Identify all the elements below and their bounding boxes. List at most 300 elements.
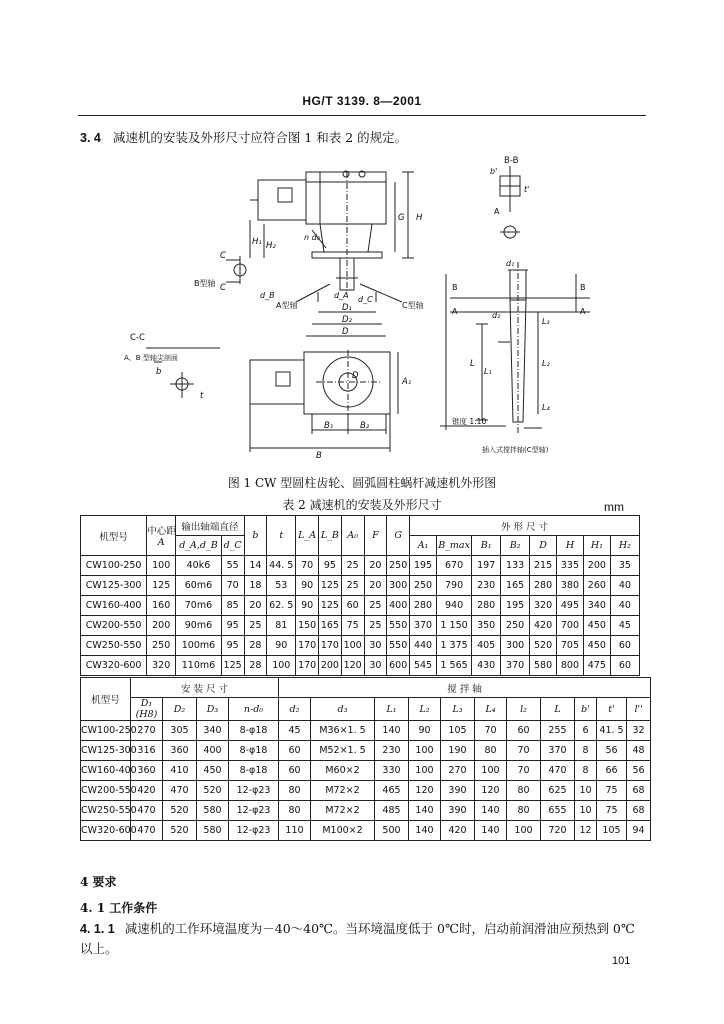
t2-cell: 400 (197, 741, 229, 761)
t2-cell: 520 (197, 781, 229, 801)
t1-cell: 95 (319, 556, 342, 576)
t2-header-install: 安 装 尺 寸 (131, 678, 279, 698)
shaft-dim-d1: d₁ (506, 259, 515, 268)
paragraph-4-1-1 (80, 919, 640, 958)
t2-cell: 60 (279, 741, 311, 761)
t1-header-t: t (267, 516, 296, 556)
t2-cell: 75 (597, 801, 627, 821)
dim-h1: H₁ (252, 237, 262, 247)
t1-header-center-symbol: A (157, 537, 165, 548)
t2-cell: 390 (441, 781, 475, 801)
t1-header-g: G (387, 516, 410, 556)
t1-cell: 25 (364, 596, 387, 616)
t2-model-cell: CW200-550 (81, 781, 131, 801)
t2-cell: 270 (441, 761, 475, 781)
t1-cell: 340 (583, 596, 610, 616)
t1-cell: 45 (610, 616, 639, 636)
t2-header-bp: b' (575, 698, 597, 721)
t2-cell: 340 (197, 721, 229, 741)
t1-row (81, 636, 640, 656)
t2-cell: 6 (575, 721, 597, 741)
shaft-dim-l4: L₄ (542, 403, 550, 412)
t1-cell: 550 (387, 616, 410, 636)
t1-header-h1: H₁ (583, 536, 610, 556)
t1-cell: 580 (530, 656, 557, 676)
t2-cell: 12-φ23 (229, 821, 279, 841)
dim-h2: H₂ (266, 241, 276, 251)
t1-header-dadb: d_A,d_B (176, 536, 222, 556)
t1-header-f: F (364, 516, 387, 556)
t2-cell: 140 (409, 821, 441, 841)
shaft-b-left: B (452, 283, 458, 292)
t2-cell: M72×2 (311, 801, 375, 821)
t1-cell: 30 (364, 656, 387, 676)
shaft-a-left: A (452, 307, 458, 316)
t2-cell: 520 (163, 801, 197, 821)
b-shaft-label: B型轴 (194, 279, 216, 288)
t2-cell: 120 (475, 781, 507, 801)
t1-model-cell: CW200-550 (81, 616, 147, 636)
t2-header-tp: t' (597, 698, 627, 721)
t1-cell: 120 (341, 656, 364, 676)
t1-cell: 81 (267, 616, 296, 636)
t2-model-cell: CW125-300 (81, 741, 131, 761)
t2-cell: 8-φ18 (229, 741, 279, 761)
t1-header-h2: H₂ (610, 536, 639, 556)
t2-cell: 56 (627, 761, 651, 781)
t1-cell: 260 (583, 576, 610, 596)
t2-header-nd0: n-d₀ (229, 698, 279, 721)
t2-cell: 420 (131, 781, 163, 801)
t1-cell: 30 (364, 636, 387, 656)
plan-dim-b: B (316, 451, 322, 461)
t1-cell: 215 (530, 556, 557, 576)
t1-cell: 1 565 (436, 656, 471, 676)
shaft-a-right: A (580, 307, 586, 316)
t2-cell: 500 (375, 821, 409, 841)
t2-header-d1-label: D₁ (140, 698, 153, 709)
t2-cell: 12-φ23 (229, 781, 279, 801)
t2-cell: 45 (279, 721, 311, 741)
taper-label: 锥度 1:10 (452, 417, 487, 426)
reducer-body (306, 172, 386, 224)
clause-3-4 (80, 128, 407, 146)
bb-section-a: A (494, 207, 500, 216)
clause-text: 减速机的安装及外形尺寸应符合图 1 和表 2 的规定。 (112, 130, 408, 145)
t2-header-d1-tolerance: (H8) (135, 709, 158, 720)
t1-cell: 62. 5 (267, 596, 296, 616)
t2-cell: 80 (507, 781, 541, 801)
motor-body (258, 180, 306, 220)
paragraph-4-1-1-text: 减速机的工作环境温度为－40～40℃。当环境温度低于 0℃时，启动前润滑油应预热到 0℃以上。 (80, 921, 635, 956)
t2-cell: 100 (409, 741, 441, 761)
cc-dim-t: t (200, 391, 204, 401)
t2-cell: 68 (627, 801, 651, 821)
t2-cell: 580 (197, 801, 229, 821)
t1-row (81, 596, 640, 616)
t1-header-outline: 外 形 尺 寸 (410, 516, 640, 536)
shaft-dim-l1: L₁ (484, 367, 492, 376)
side-elevation-view (146, 171, 414, 398)
t2-cell: 70 (507, 761, 541, 781)
t1-cell: 200 (583, 556, 610, 576)
t1-cell: 320 (147, 656, 176, 676)
t1-cell: 40 (610, 576, 639, 596)
t1-header-a0: A₀ (341, 516, 364, 556)
t1-cell: 55 (221, 556, 244, 576)
t1-header-b: b (244, 516, 267, 556)
t1-cell: 125 (319, 596, 342, 616)
t1-cell: 165 (501, 576, 530, 596)
t1-header-center (147, 516, 176, 556)
t1-cell: 125 (147, 576, 176, 596)
t2-cell: 48 (627, 741, 651, 761)
t2-cell: 10 (575, 801, 597, 821)
t2-cell: 625 (541, 781, 575, 801)
dim-db: d_B (260, 291, 275, 300)
t2-model-cell: CW100-250 (81, 721, 131, 741)
t2-cell: 10 (575, 781, 597, 801)
t1-model-cell: CW160-400 (81, 596, 147, 616)
t1-cell: 100 (341, 636, 364, 656)
t2-cell: 100 (475, 761, 507, 781)
plan-dim-a1: A₁ (402, 377, 412, 387)
t2-cell: 80 (279, 801, 311, 821)
t2-cell: 8-φ18 (229, 721, 279, 741)
t2-cell: 270 (131, 721, 163, 741)
t1-cell: 125 (221, 656, 244, 676)
dim-d2: D₂ (342, 315, 352, 325)
t1-header-dc: d_C (221, 536, 244, 556)
t1-cell: 1 150 (436, 616, 471, 636)
t1-cell: 133 (501, 556, 530, 576)
t1-cell: 705 (557, 636, 584, 656)
t2-model-cell: CW250-550 (81, 801, 131, 821)
dim-d1: D₁ (342, 303, 352, 313)
t1-cell: 335 (557, 556, 584, 576)
t2-cell: 390 (441, 801, 475, 821)
t2-row (81, 801, 651, 821)
t1-row (81, 616, 640, 636)
t2-cell: M100×2 (311, 821, 375, 841)
t1-cell: 550 (387, 636, 410, 656)
t2-row (81, 761, 651, 781)
t1-cell: 300 (387, 576, 410, 596)
t2-header-l4: L₄ (475, 698, 507, 721)
t2-body (81, 721, 651, 841)
t1-cell: 380 (557, 576, 584, 596)
t2-header-l1: L₁ (375, 698, 409, 721)
dim-d3: D (342, 327, 349, 337)
table-title: 表 2 减速机的安装及外形尺寸 (282, 498, 442, 512)
t1-cell: 600 (387, 656, 410, 676)
t2-header-d3: D₃ (197, 698, 229, 721)
t1-cell: 475 (583, 656, 610, 676)
t1-cell: 25 (341, 556, 364, 576)
t1-header-b2: B₂ (501, 536, 530, 556)
t1-cell: 60m6 (176, 576, 222, 596)
t2-cell: 580 (197, 821, 229, 841)
t1-cell: 28 (244, 636, 267, 656)
plan-dim-d: D (352, 371, 359, 381)
t2-header-model: 机型号 (81, 678, 131, 721)
t1-cell: 53 (267, 576, 296, 596)
a-shaft-label: A型轴 (276, 301, 298, 310)
t1-cell: 90 (296, 576, 319, 596)
t2-cell: 100 (507, 821, 541, 841)
t1-cell: 350 (472, 616, 501, 636)
t1-cell: 100m6 (176, 636, 222, 656)
t1-body (81, 556, 640, 676)
t1-cell: 400 (387, 596, 410, 616)
t1-cell: 197 (472, 556, 501, 576)
t2-cell: 12-φ23 (229, 801, 279, 821)
t1-cell: 28 (244, 656, 267, 676)
t2-cell: 140 (375, 721, 409, 741)
t1-cell: 35 (610, 556, 639, 576)
t2-header-d2s: d₂ (279, 698, 311, 721)
t1-model-cell: CW320-600 (81, 656, 147, 676)
t1-header-d: D (530, 536, 557, 556)
t2-cell: 8 (575, 741, 597, 761)
t2-cell: 70 (507, 741, 541, 761)
t2-row (81, 721, 651, 741)
t2-cell: 330 (375, 761, 409, 781)
dim-nd0: n d₀ (304, 233, 320, 242)
t2-row (81, 821, 651, 841)
t1-row (81, 656, 640, 676)
t2-model-cell: CW160-400 (81, 761, 131, 781)
figure-caption: 图 1 CW 型圆柱齿轮、圆弧圆柱蜗杆减速机外形图 (227, 476, 497, 490)
t2-cell: 655 (541, 801, 575, 821)
t1-cell: 450 (583, 616, 610, 636)
shaft-dim-l3: L₃ (542, 317, 550, 326)
t2-header-l5: l₂ (507, 698, 541, 721)
t1-cell: 150 (296, 616, 319, 636)
t2-cell: 140 (409, 801, 441, 821)
t2-cell: 80 (279, 781, 311, 801)
t1-cell: 300 (501, 636, 530, 656)
t2-cell: 105 (441, 721, 475, 741)
t2-cell: 450 (197, 761, 229, 781)
clause-number: 3. 4 (80, 131, 101, 145)
t2-cell: 360 (163, 741, 197, 761)
t2-cell: 470 (131, 801, 163, 821)
t2-cell: 8 (575, 761, 597, 781)
t2-cell: 316 (131, 741, 163, 761)
t2-cell: 470 (163, 781, 197, 801)
t1-cell: 495 (557, 596, 584, 616)
t1-cell: 85 (221, 596, 244, 616)
t1-cell: 90 (267, 636, 296, 656)
t2-header-l2: L₂ (409, 698, 441, 721)
shaft-dim-l2: L₂ (542, 359, 550, 368)
t2-header-d3s: d₃ (311, 698, 375, 721)
t2-cell: M52×1. 5 (311, 741, 375, 761)
t2-cell: 465 (375, 781, 409, 801)
t2-header-l: L (541, 698, 575, 721)
t2-cell: 110 (279, 821, 311, 841)
t1-header-center-label: 中心距 (147, 526, 176, 537)
t2-cell: 60 (279, 761, 311, 781)
plan-view (250, 350, 398, 452)
t1-cell: 70m6 (176, 596, 222, 616)
t1-cell: 230 (472, 576, 501, 596)
table-2-lower (80, 677, 651, 841)
t1-model-cell: CW250-550 (81, 636, 147, 656)
t1-cell: 700 (557, 616, 584, 636)
t2-cell: 75 (597, 781, 627, 801)
figure-1-drawing (90, 152, 590, 470)
t1-cell: 95 (221, 616, 244, 636)
t2-cell: 56 (597, 741, 627, 761)
t1-cell: 70 (221, 576, 244, 596)
dim-h: H (416, 213, 423, 223)
page-number: 101 (612, 955, 631, 967)
t1-cell: 20 (364, 556, 387, 576)
t1-cell: 420 (530, 616, 557, 636)
c-shaft-label: C型轴 (402, 301, 424, 310)
cc-label: C-C (130, 333, 145, 343)
t2-cell: 68 (627, 781, 651, 801)
t1-cell: 44. 5 (267, 556, 296, 576)
t2-header-d1 (131, 698, 163, 721)
t1-cell: 250 (147, 636, 176, 656)
t2-cell: 80 (507, 801, 541, 821)
table-2-upper (80, 515, 640, 676)
t1-cell: 370 (501, 656, 530, 676)
t1-cell: 800 (557, 656, 584, 676)
t2-cell: 360 (131, 761, 163, 781)
t2-cell: 90 (409, 721, 441, 741)
t1-header-lb: L_B (319, 516, 342, 556)
t1-header-bmax: B_max (436, 536, 471, 556)
t2-cell: 32 (627, 721, 651, 741)
t2-cell: 470 (131, 821, 163, 841)
t1-cell: 250 (387, 556, 410, 576)
bb-dim-tp: t' (524, 185, 530, 194)
t2-cell: 41. 5 (597, 721, 627, 741)
bb-label: B-B (504, 156, 519, 166)
t1-cell: 100 (147, 556, 176, 576)
t2-header-l3: L₃ (441, 698, 475, 721)
t1-cell: 670 (436, 556, 471, 576)
plan-dim-b1: B₁ (324, 421, 334, 431)
t1-model-cell: CW100-250 (81, 556, 147, 576)
t2-cell: 230 (375, 741, 409, 761)
t1-row (81, 576, 640, 596)
t1-header-b1: B₁ (472, 536, 501, 556)
t1-cell: 940 (436, 596, 471, 616)
t1-cell: 1 375 (436, 636, 471, 656)
t2-row (81, 741, 651, 761)
t1-cell: 250 (410, 576, 437, 596)
t1-cell: 125 (319, 576, 342, 596)
t1-cell: 95 (221, 636, 244, 656)
t2-cell: 140 (475, 821, 507, 841)
c-shaft-note: 插入式搅拌轴(C型轴) (482, 446, 549, 454)
t1-cell: 545 (410, 656, 437, 676)
t2-header-stir: 搅 拌 轴 (279, 678, 651, 698)
lower-housing (320, 224, 372, 252)
dim-dc: d_C (358, 295, 373, 304)
t1-cell: 25 (364, 616, 387, 636)
t1-cell: 370 (410, 616, 437, 636)
dim-c-bottom: C (220, 283, 226, 293)
t1-cell: 170 (319, 636, 342, 656)
t1-cell: 520 (530, 636, 557, 656)
plan-reducer (304, 352, 390, 414)
t1-cell: 440 (410, 636, 437, 656)
t2-cell: 720 (541, 821, 575, 841)
t2-cell: M36×1. 5 (311, 721, 375, 741)
cc-sublabel: A、B 型轴尖剖面 (124, 354, 178, 362)
t1-cell: 320 (530, 596, 557, 616)
t2-model-cell: CW320-600 (81, 821, 131, 841)
document-header: HG/T 3139. 8—2001 (302, 94, 422, 108)
t1-cell: 25 (244, 616, 267, 636)
t1-cell: 790 (436, 576, 471, 596)
t2-cell: 94 (627, 821, 651, 841)
t1-cell: 14 (244, 556, 267, 576)
t1-cell: 165 (319, 616, 342, 636)
shaft-dim-d2: d₂ (492, 311, 501, 320)
t1-cell: 100 (267, 656, 296, 676)
t2-cell: 520 (163, 821, 197, 841)
t1-cell: 450 (583, 636, 610, 656)
t1-cell: 110m6 (176, 656, 222, 676)
t1-cell: 405 (472, 636, 501, 656)
t2-cell: 105 (597, 821, 627, 841)
t1-cell: 90 (296, 596, 319, 616)
t1-cell: 18 (244, 576, 267, 596)
t1-cell: 170 (296, 656, 319, 676)
dim-da: d_A (334, 291, 349, 300)
header-rule (78, 115, 646, 116)
shaft-b-right: B (580, 283, 586, 292)
t1-row (81, 556, 640, 576)
t1-cell: 90m6 (176, 616, 222, 636)
section-4-1-heading: 4. 1 工作条件 (80, 901, 158, 915)
t1-cell: 40 (610, 596, 639, 616)
dim-c-top: C (220, 251, 226, 261)
t1-cell: 280 (410, 596, 437, 616)
shaft-detail-view (440, 166, 590, 434)
t1-header-shaft: 输出轴端直径 (176, 516, 244, 536)
t2-cell: 420 (441, 821, 475, 841)
t1-cell: 250 (501, 616, 530, 636)
t2-row (81, 781, 651, 801)
t2-cell: 255 (541, 721, 575, 741)
t2-cell: 305 (163, 721, 197, 741)
t1-cell: 280 (472, 596, 501, 616)
t2-cell: 100 (409, 761, 441, 781)
cc-dim-b: b (156, 367, 162, 377)
dim-g: G (398, 213, 405, 223)
t2-cell: 470 (541, 761, 575, 781)
t1-header-model: 机型号 (81, 516, 147, 556)
t1-cell: 20 (244, 596, 267, 616)
unit-label: mm (604, 500, 624, 514)
shaft-dim-l: L (470, 359, 475, 369)
t1-cell: 20 (364, 576, 387, 596)
section-4-heading: 4 要求 (80, 875, 117, 889)
t2-cell: 190 (441, 741, 475, 761)
t2-cell: 80 (475, 741, 507, 761)
motor-terminal-box (278, 188, 292, 202)
t1-cell: 200 (319, 656, 342, 676)
t2-cell: 60 (507, 721, 541, 741)
